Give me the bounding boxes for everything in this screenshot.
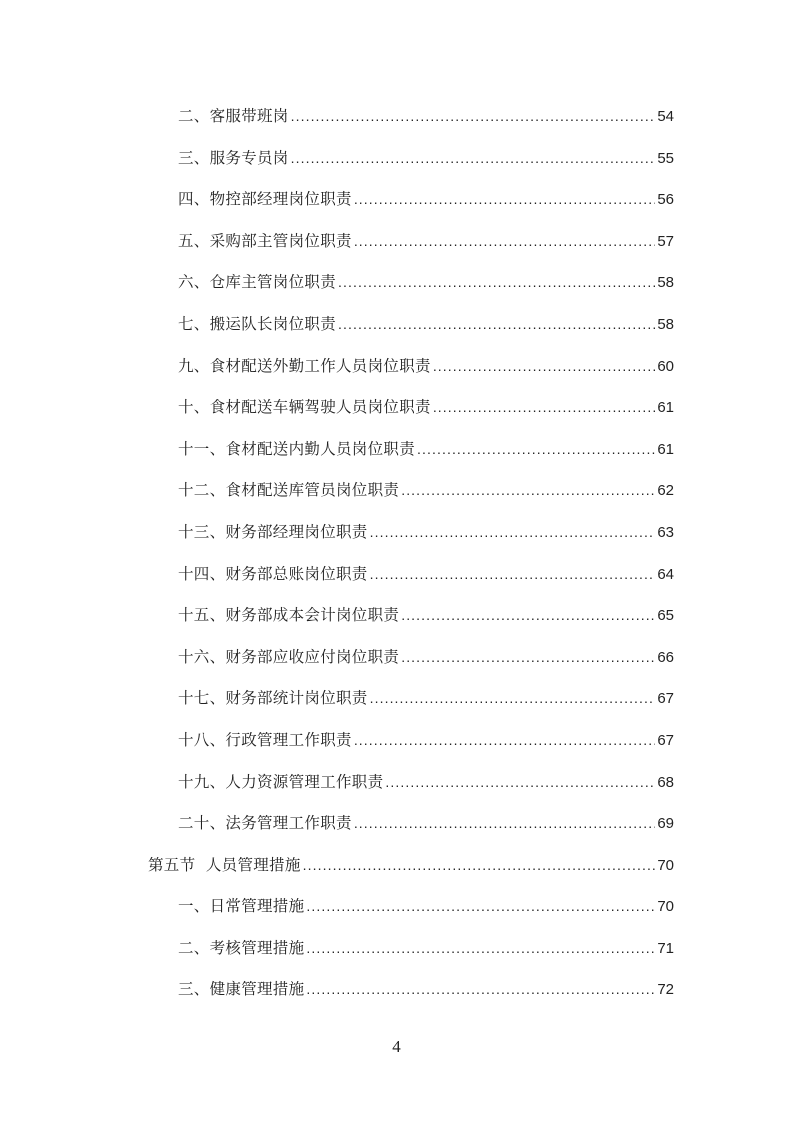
toc-entry-title: 九、食材配送外勤工作人员岗位职责 <box>178 356 431 375</box>
dot-leader <box>433 358 656 374</box>
toc-entry[interactable] <box>0 520 793 562</box>
dot-leader <box>354 732 656 748</box>
toc-entry-page: 57 <box>657 232 674 250</box>
toc-entry-title: 十五、财务部成本会计岗位职责 <box>178 606 400 625</box>
toc-entry[interactable] <box>0 187 793 229</box>
toc-entry-title: 十九、人力资源管理工作职责 <box>178 772 384 791</box>
toc-entry[interactable] <box>0 977 793 1019</box>
toc-entry-page: 58 <box>657 274 674 292</box>
toc-entry[interactable] <box>0 104 793 146</box>
dot-leader <box>291 108 656 124</box>
dot-leader <box>338 316 655 332</box>
toc-entry[interactable] <box>0 936 793 978</box>
toc-entry-page: 61 <box>657 399 674 417</box>
toc-entry[interactable] <box>0 811 793 853</box>
toc-entry-page: 60 <box>657 357 674 375</box>
dot-leader <box>306 898 655 914</box>
toc-entry[interactable] <box>0 562 793 604</box>
toc-entry-page: 54 <box>657 108 674 125</box>
dot-leader <box>370 524 656 540</box>
toc-entry[interactable] <box>0 603 793 645</box>
toc-entry-page: 67 <box>657 690 674 708</box>
toc-entry-page: 56 <box>657 191 674 209</box>
toc-entry[interactable] <box>0 146 793 188</box>
toc-entry[interactable] <box>0 686 793 728</box>
toc-entry-title: 二十、法务管理工作职责 <box>178 814 352 833</box>
toc-entry-title: 二、考核管理措施 <box>178 938 305 957</box>
dot-leader <box>417 441 655 457</box>
toc-entry-title: 第五节 人员管理措施 <box>148 855 301 874</box>
toc-entry[interactable] <box>0 478 793 520</box>
toc-entry-title: 十八、行政管理工作职责 <box>178 730 352 749</box>
toc-entry-page: 71 <box>657 939 674 957</box>
toc-entry[interactable] <box>0 437 793 479</box>
toc-entry[interactable] <box>0 645 793 687</box>
toc-entry[interactable] <box>0 354 793 396</box>
toc-entry-page: 68 <box>657 773 674 791</box>
toc-entry[interactable] <box>0 229 793 271</box>
toc-entry[interactable] <box>0 894 793 936</box>
toc-entry-page: 70 <box>657 898 674 916</box>
dot-leader <box>401 649 655 665</box>
toc-entry-title: 十四、财务部总账岗位职责 <box>178 564 368 583</box>
toc-entry-title: 二、客服带班岗 <box>178 107 289 125</box>
toc-entry-page: 64 <box>657 565 674 583</box>
dot-leader <box>306 981 655 997</box>
toc-entry-title: 十一、食材配送内勤人员岗位职责 <box>178 439 416 458</box>
dot-leader <box>401 482 655 498</box>
toc-entry-title: 六、仓库主管岗位职责 <box>178 273 337 292</box>
toc-entry-page: 72 <box>657 981 674 999</box>
toc-entry-title: 十七、财务部统计岗位职责 <box>178 689 368 708</box>
dot-leader <box>354 191 656 207</box>
dot-leader <box>385 774 655 790</box>
toc-entry-page: 55 <box>657 149 674 167</box>
toc-entry-title: 七、搬运队长岗位职责 <box>178 314 337 333</box>
toc-entry-title: 三、健康管理措施 <box>178 980 305 999</box>
page-number: 4 <box>392 1037 401 1056</box>
dot-leader <box>370 690 656 706</box>
toc-entry-page: 67 <box>657 731 674 749</box>
toc-entry-title: 十六、财务部应收应付岗位职责 <box>178 647 400 666</box>
dot-leader <box>370 566 656 582</box>
dot-leader <box>291 150 656 166</box>
toc-entry[interactable] <box>0 770 793 812</box>
toc-entry-page: 65 <box>657 607 674 625</box>
table-of-contents <box>0 104 793 1019</box>
toc-entry[interactable] <box>0 312 793 354</box>
dot-leader <box>354 233 656 249</box>
toc-entry-page: 61 <box>657 440 674 458</box>
dot-leader <box>401 607 655 623</box>
toc-entry-title: 三、服务专员岗 <box>178 148 289 167</box>
toc-entry-page: 62 <box>657 482 674 500</box>
toc-entry-title: 四、物控部经理岗位职责 <box>178 190 352 209</box>
toc-section-entry[interactable] <box>0 853 793 895</box>
toc-entry-title: 十、食材配送车辆驾驶人员岗位职责 <box>178 398 431 417</box>
dot-leader <box>338 274 655 290</box>
toc-entry-title: 一、日常管理措施 <box>178 897 305 916</box>
toc-entry-page: 69 <box>657 815 674 833</box>
dot-leader <box>433 399 656 415</box>
dot-leader <box>303 857 656 873</box>
toc-entry-title: 五、采购部主管岗位职责 <box>178 231 352 250</box>
toc-entry-title: 十三、财务部经理岗位职责 <box>178 522 368 541</box>
toc-entry-title: 十二、食材配送库管员岗位职责 <box>178 481 400 500</box>
toc-entry-page: 70 <box>657 856 674 874</box>
toc-entry-page: 58 <box>657 315 674 333</box>
dot-leader <box>354 815 656 831</box>
toc-entry[interactable] <box>0 728 793 770</box>
dot-leader <box>306 940 655 956</box>
toc-entry-page: 66 <box>657 648 674 666</box>
toc-entry[interactable] <box>0 270 793 312</box>
toc-entry[interactable] <box>0 395 793 437</box>
toc-entry-page: 63 <box>657 523 674 541</box>
